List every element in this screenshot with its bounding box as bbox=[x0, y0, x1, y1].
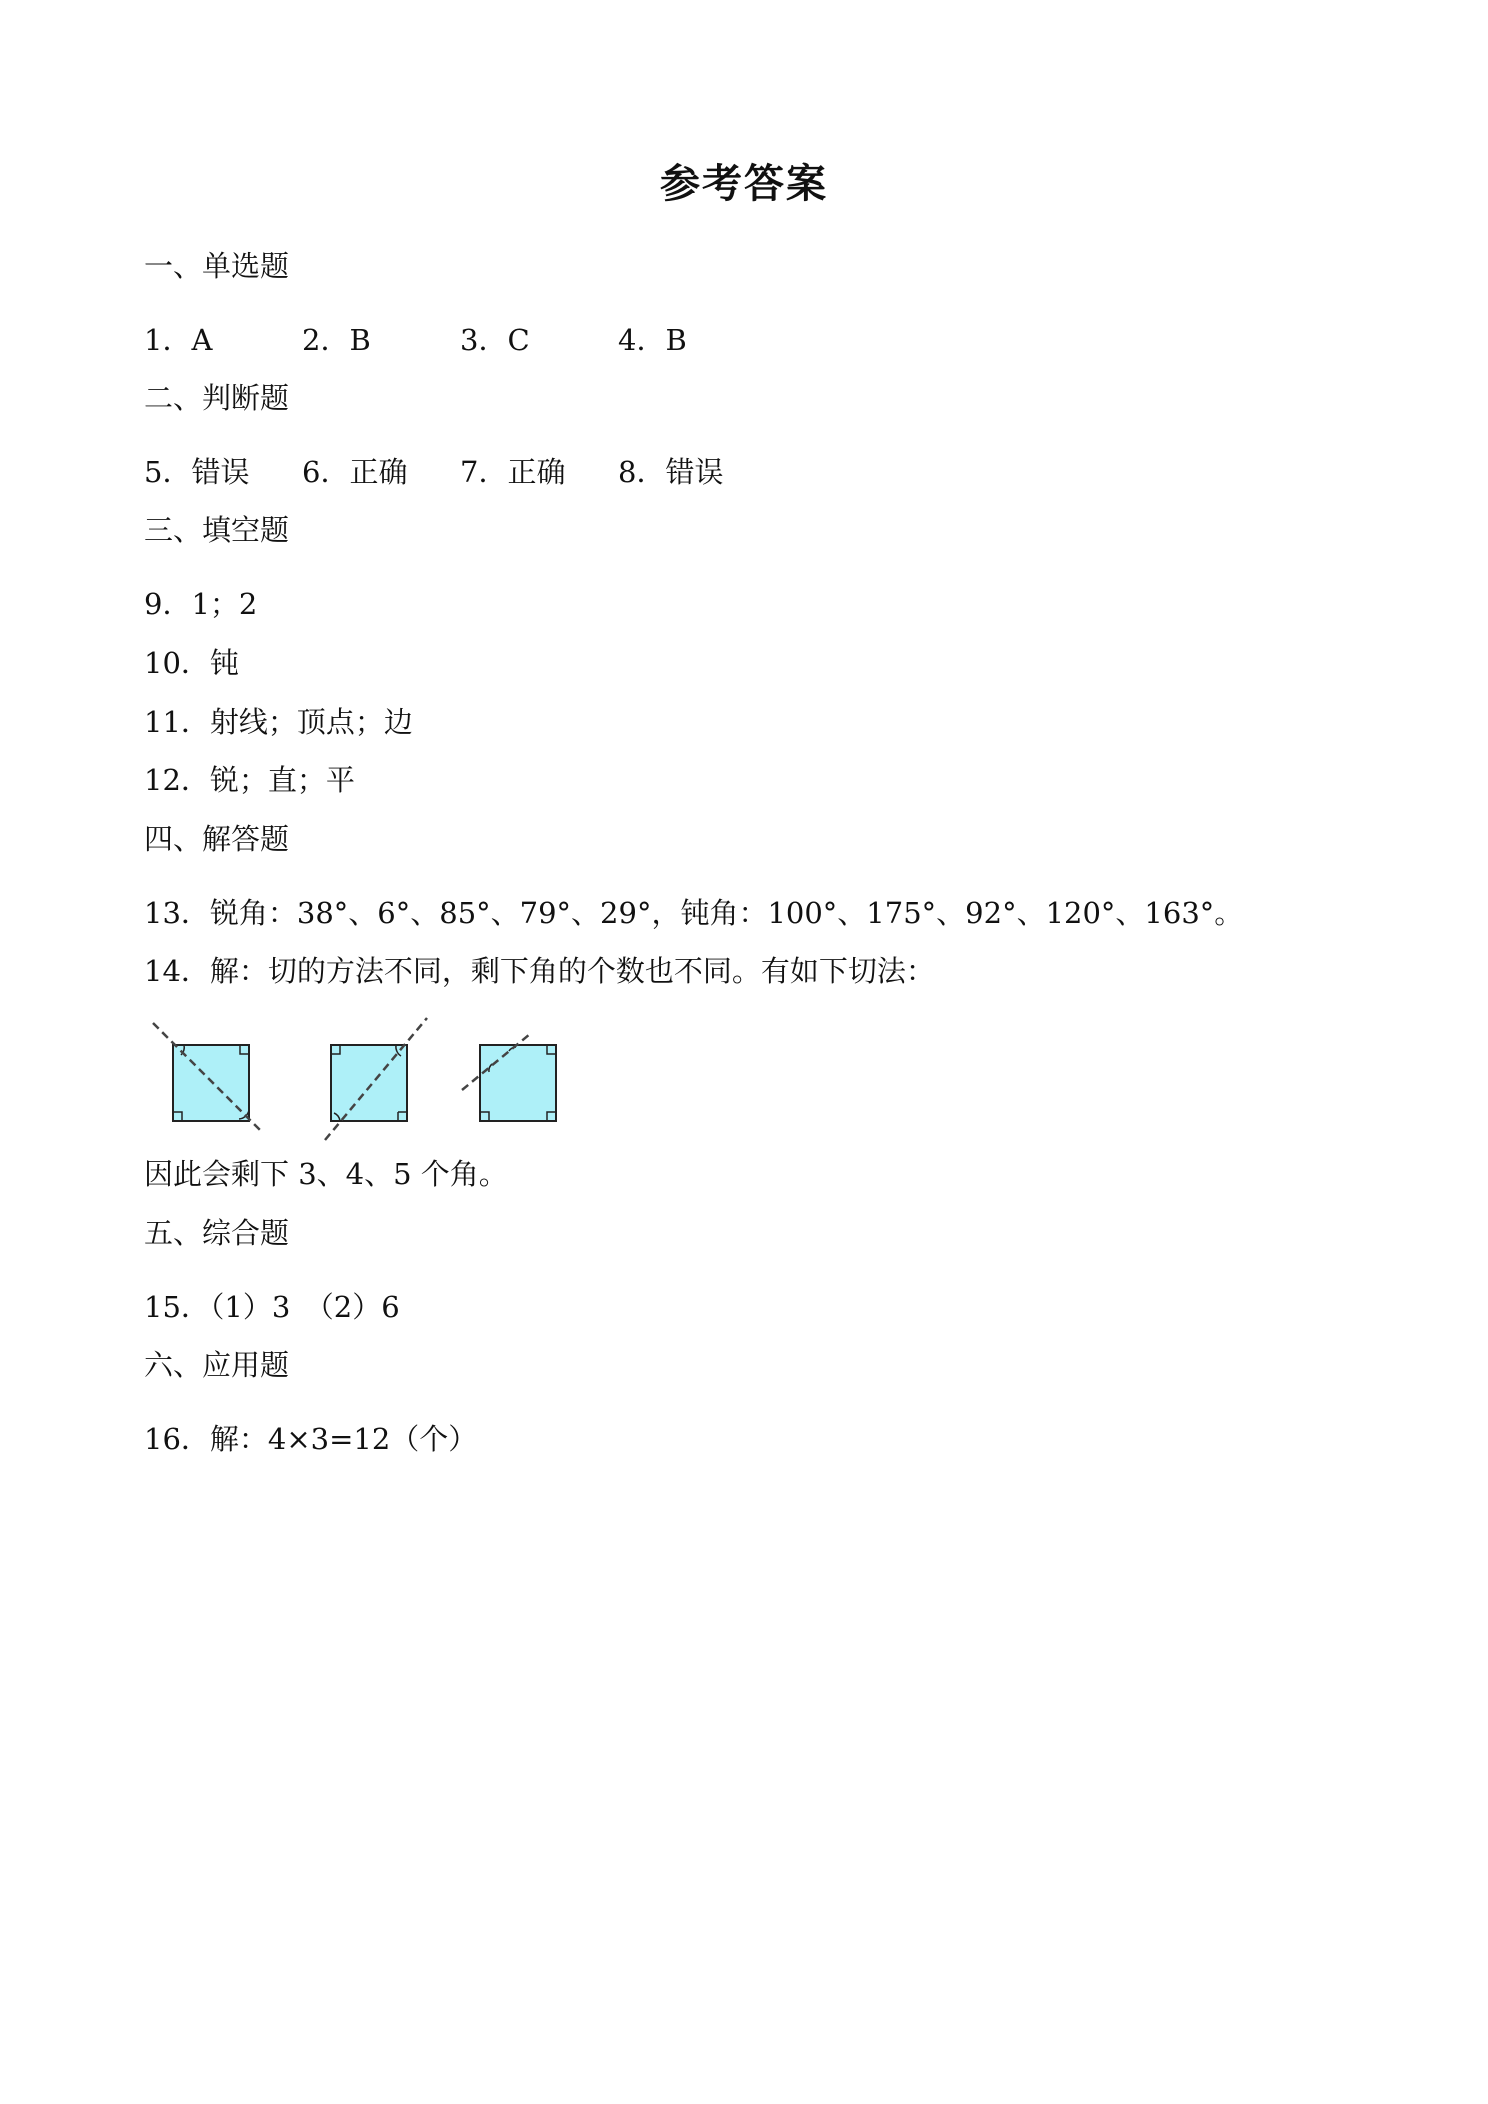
answer-9: 9．1；2 bbox=[144, 587, 258, 621]
cut-square-figures bbox=[144, 1016, 584, 1156]
square-shape-3 bbox=[480, 1045, 556, 1121]
answer-14-conclusion: 因此会剩下 3、4、5 个角。 bbox=[144, 1157, 508, 1191]
section-heading-true-false: 二、判断题 bbox=[144, 381, 290, 415]
answer-11: 11．射线；顶点；边 bbox=[144, 705, 413, 739]
page-title: 参考答案 bbox=[660, 160, 828, 207]
answer-14: 14．解：切的方法不同，剩下角的个数也不同。有如下切法： bbox=[144, 954, 935, 988]
cut-method-figure-3 bbox=[462, 1034, 556, 1121]
section-heading-application: 六、应用题 bbox=[144, 1348, 290, 1382]
answer-1: 1．A bbox=[144, 323, 213, 357]
answer-8: 8．错误 bbox=[618, 455, 724, 489]
square-shape-1 bbox=[173, 1045, 249, 1121]
answer-4: 4．B bbox=[618, 323, 687, 357]
answer-15: 15．（1）3 （2）6 bbox=[144, 1290, 400, 1324]
cut-method-figure-1 bbox=[153, 1023, 260, 1130]
answer-5: 5．错误 bbox=[144, 455, 250, 489]
answer-16: 16．解：4×3=12（个） bbox=[144, 1422, 478, 1456]
answer-13: 13．锐角：38°、6°、85°、79°、29°，钝角：100°、175°、92°、120°、163°。 bbox=[144, 896, 1244, 930]
answer-7: 7．正确 bbox=[460, 455, 566, 489]
answer-12: 12．锐；直；平 bbox=[144, 763, 355, 797]
section-heading-fill-blank: 三、填空题 bbox=[144, 513, 290, 547]
answer-2: 2．B bbox=[302, 323, 371, 357]
answer-3: 3．C bbox=[460, 323, 530, 357]
answer-6: 6．正确 bbox=[302, 455, 408, 489]
section-heading-solve: 四、解答题 bbox=[144, 822, 290, 856]
answer-10: 10．钝 bbox=[144, 646, 239, 680]
section-heading-comprehensive: 五、综合题 bbox=[144, 1216, 290, 1250]
section-heading-single-choice: 一、单选题 bbox=[144, 249, 290, 283]
cut-method-figure-2 bbox=[325, 1018, 427, 1140]
